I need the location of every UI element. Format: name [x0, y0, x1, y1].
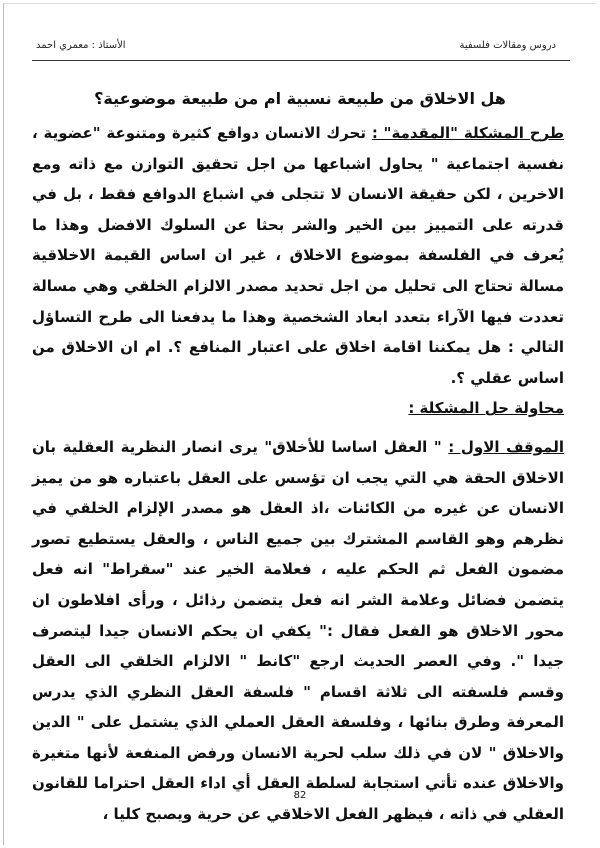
page-number: 82	[293, 790, 307, 801]
body-text	[32, 118, 564, 830]
page-title: هل الاخلاق من طبيعة نسبية ام من طبيعة موضوعية؟	[94, 89, 506, 108]
position1-paragraph	[32, 432, 564, 830]
attempt-heading: محاولة حل المشكلة :	[408, 399, 564, 418]
header-author: الأستاذ : معمري احمد	[36, 40, 126, 51]
paragraph-gap	[32, 424, 564, 432]
intro-heading: طرح المشكلة "المقدمة" :	[371, 124, 565, 142]
intro-text: تحرك الانسان دوافع كثيرة ومتنوعة "عضوية ، نفسية اجتماعية " يحاول اشباعها من اجل تحقيق التوازن مع ذاته ومع الاخرين ، لكن حقيقة الانسان لا تتجلى في اشباع الدوافع فقط ، بل في قدرته على التمييز بين الخير والشر بحثا عن السلوك الافضل وهذا ما يُعرف في الفلسفة بموضوع الاخلاق ، غير ان اساس القيمة الاخلاقية مسالة تحتاج الى تحليل من اجل تحديد مصدر الالزام الخلقي وهي مسالة تعددت فيها الآراء بتعدد ابعاد الشخصية وهذا ما يدفعنا الى طرح التساؤل التالي : هل يمكننا اقامة اخلاق على اعتبار المنافع ؟. ام ان الاخلاق من اساس عقلي ؟.	[32, 124, 564, 387]
position1-text: " العقل اساسا للأخلاق" يرى انصار النظرية العقلية بان الاخلاق الحقة هي التي يجب ان تؤسس على العقل باعتباره هو من يميز الانسان عن غيره من الكائنات ،اذ العقل هو مصدر الإلزام الخلقي في نظرهم وهو القاسم المشترك بين جميع الناس ، والعقل يستطيع تصور مضمون الفعل ثم الحكم عليه ، فعلامة الخير عند "سقراط" انه فعل يتضمن فضائل وعلامة الشر انه فعل يتضمن رذائل ، ورأى افلاطون ان محور الاخلاق هو الفعل فقال :" يكفي ان يحكم الانسان جيدا ليتصرف جيدا ". وفي العصر الحديث ارجع "كانط " الالزام الخلقي الى العقل وقسم فلسفته الى ثلاثة اقسام " فلسفة العقل النظري الذي يدرس المعرفة وطرق بنائها ، وفلسفة العقل العملي الذي يشتمل على " الدين والاخلاق " لان في ذلك سلب لحرية الانسان ورفض المنفعة لأنها متغيرة والاخلاق عنده تأتي استجابة لسلطة العقل أي اداء العقل احتراما للقانون العقلي في ذاته ، فيظهر الفعل الاخلاقي عن حرية ويصبح كليا ،	[32, 437, 564, 824]
attempt-paragraph	[32, 393, 564, 424]
intro-paragraph	[32, 118, 564, 393]
position1-heading: الموقف الاول :	[448, 437, 564, 456]
header-rule	[32, 60, 570, 61]
header-series: دروس ومقالات فلسفية	[459, 40, 556, 51]
